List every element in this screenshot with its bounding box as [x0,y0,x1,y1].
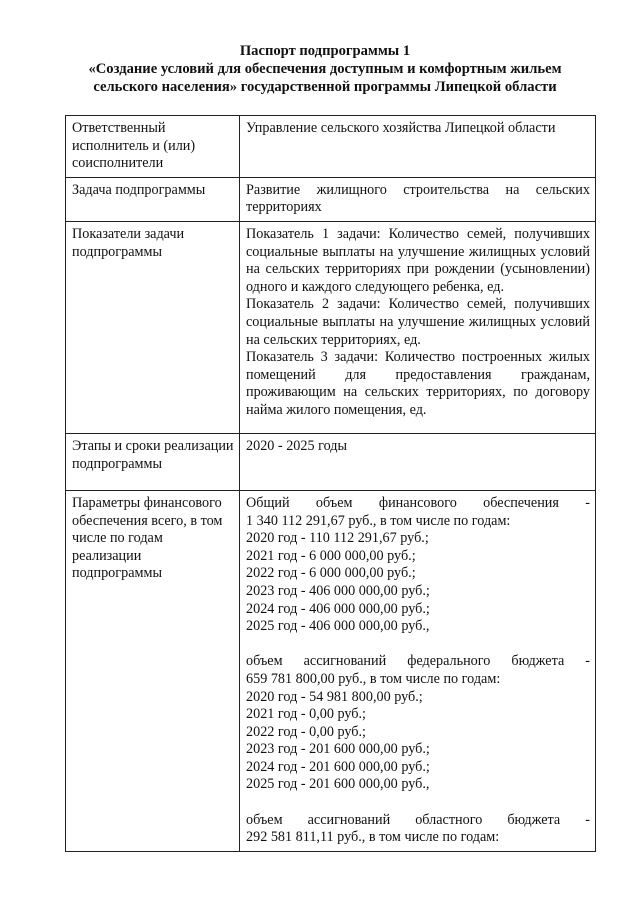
federal-year-2022: 2022 год - 0,00 руб.; [246,723,367,740]
regional-amount: 292 581 811,11 руб., в том числе по годам: [246,829,500,846]
total-amount: 1 340 112 291,67 руб., в том числе по годам: [246,512,511,529]
responsible-value: Управление сельского хозяйства Липецкой области [240,116,596,178]
stages-label: Этапы и сроки реализации подпрограммы [66,433,240,490]
task-label: Задача подпрограммы [66,177,240,221]
title-line-3: сельского населения» государственной программы Липецкой области [93,79,557,95]
task-value: Развитие жилищного строительства на сельских территориях [240,177,596,221]
total-year-2023: 2023 год - 406 000 000,00 руб.; [246,582,430,599]
financing-label: Параметры финансового обеспечения всего, в том числе по годам реализации подпрограммы [66,490,240,851]
total-year-2024: 2024 год - 406 000 000,00 руб.; [246,600,430,617]
financing-value [240,490,596,851]
total-year-2020: 2020 год - 110 112 291,67 руб.; [246,530,429,547]
federal-year-2020: 2020 год - 54 981 800,00 руб.; [246,688,423,705]
title-line-1: Паспорт подпрограммы 1 [239,43,411,59]
federal-year-2023: 2023 год - 201 600 000,00 руб.; [246,741,430,758]
title-line-2: «Создание условий для обеспечения доступным и комфортным жильем [88,61,562,77]
table-row-financing [66,490,596,851]
indicator-1: Показатель 1 задачи: Количество семей, получивших социальные выплаты на улучшение жилищных условий на сельских территориях при рождении (усыновлении) одного и каждого следующего ребенка, ед. [246,225,590,295]
regional-lead: объем ассигнований областного бюджета - [246,811,590,828]
total-year-2025: 2025 год - 406 000 000,00 руб., [246,618,430,635]
passport-table [65,115,596,852]
indicator-3: Показатель 3 задачи: Количество построенных жилых помещений для предоставления гражданам, проживающим на сельских территориях, по договору найма жилого помещения, ед. [246,349,590,418]
federal-amount: 659 781 800,00 руб., в том числе по годам: [246,670,501,687]
indicators-label: Показатели задачи подпрограммы [66,221,240,433]
spacer [246,794,590,812]
spacer [246,636,590,654]
federal-year-2021: 2021 год - 0,00 руб.; [246,706,367,723]
indicators-value [240,221,596,433]
indicator-2: Показатель 2 задачи: Количество семей, получивших социальные выплаты на улучшение жилищных условий на сельских территориях, ед. [246,296,590,348]
table-row-task [66,177,596,221]
document-title [40,42,610,96]
federal-year-2024: 2024 год - 201 600 000,00 руб.; [246,758,430,775]
table-row-indicators [66,221,596,433]
stages-value: 2020 - 2025 годы [240,433,596,490]
responsible-label: Ответственный исполнитель и (или) соисполнители [66,116,240,178]
total-year-2021: 2021 год - 6 000 000,00 руб.; [246,547,416,564]
total-year-2022: 2022 год - 6 000 000,00 руб.; [246,565,416,582]
federal-lead: объем ассигнований федерального бюджета - [246,653,590,670]
table-row-responsible [66,116,596,178]
table-row-stages [66,433,596,490]
federal-year-2025: 2025 год - 201 600 000,00 руб., [246,776,430,793]
total-lead: Общий объем финансового обеспечения - [246,494,590,511]
